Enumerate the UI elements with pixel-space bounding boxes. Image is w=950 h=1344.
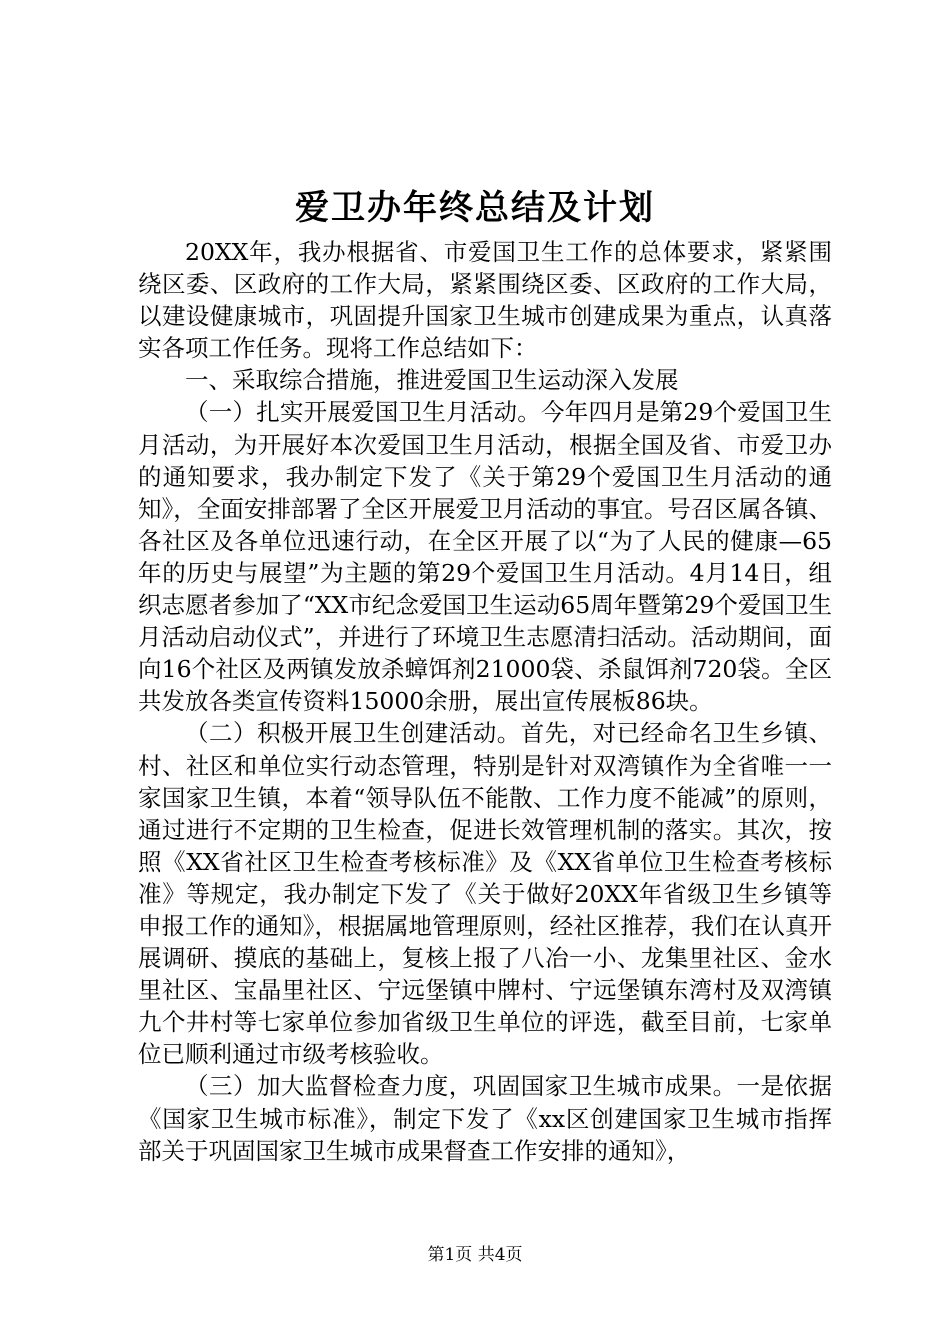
document-body <box>138 236 832 1167</box>
body-paragraph: （一）扎实开展爱国卫生月活动。今年四月是第29个爱国卫生月活动，为开展好本次爱国卫生月活动，根据全国及省、市爱卫办的通知要求，我办制定下发了《关于第29个爱国卫生月活动的通知》，全面安排部署了全区开展爱卫月活动的事宜。号召区属各镇、各社区及各单位迅速行动，在全区开展了以“为了人民的健康—65年的历史与展望”为主题的第29个爱国卫生月活动。4月14日，组织志愿者参加了“XX市纪念爱国卫生运动65周年暨第29个爱国卫生月活动启动仪式”，并进行了环境卫生志愿清扫活动。活动期间，面向16个社区及两镇发放杀蟑饵剂21000袋、杀鼠饵剂720袋。全区共发放各类宣传资料15000余册，展出宣传展板86块。 <box>138 398 832 716</box>
body-paragraph: （三）加大监督检查力度，巩固国家卫生城市成果。一是依据《国家卫生城市标准》，制定下发了《xx区创建国家卫生城市指挥部关于巩固国家卫生城市成果督查工作安排的通知》， <box>138 1072 832 1165</box>
body-paragraph: 20XX年，我办根据省、市爱国卫生工作的总体要求，紧紧围绕区委、区政府的工作大局，紧紧围绕区委、区政府的工作大局，以建设健康城市，巩固提升国家卫生城市创建成果为重点，认真落实各项工作任务。现将工作总结如下： <box>138 238 832 363</box>
section-heading: 一、采取综合措施，推进爱国卫生运动深入发展 <box>185 366 679 395</box>
page-number-footer: 第1页 共4页 <box>427 1245 523 1265</box>
body-paragraph: （二）积极开展卫生创建活动。首先，对已经命名卫生乡镇、村、社区和单位实行动态管理，特别是针对双湾镇作为全省唯一一家国家卫生镇，本着“领导队伍不能散、工作力度不能减”的原则，通过进行不定期的卫生检查，促进长效管理机制的落实。其次，按照《XX省社区卫生检查考核标准》及《XX省单位卫生检查考核标准》等规定，我办制定下发了《关于做好20XX年省级卫生乡镇等申报工作的通知》，根据属地管理原则，经社区推荐，我们在认真开展调研、摸底的基础上，复核上报了八冶一小、龙集里社区、金水里社区、宝晶里社区、宁远堡镇中牌村、宁远堡镇东湾村及双湾镇九个井村等七家单位参加省级卫生单位的评选，截至目前，七家单位已顺利通过市级考核验收。 <box>138 719 832 1069</box>
document-title: 爱卫办年终总结及计划 <box>295 188 655 228</box>
